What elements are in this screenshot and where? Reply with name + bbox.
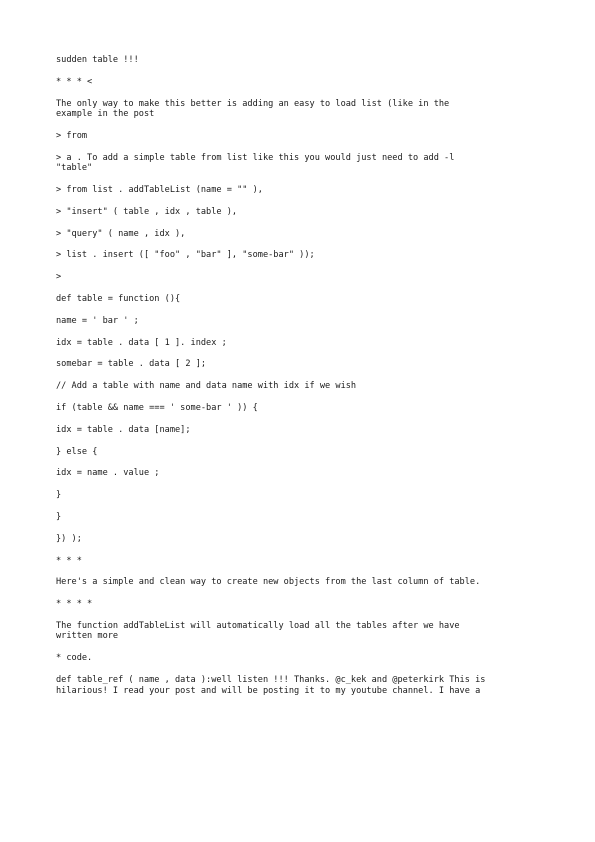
text-line: * code. — [56, 653, 93, 664]
code-line: } — [56, 511, 62, 522]
quote-paragraph: > a . To add a simple table from list like this you would just need to add -l "table" — [56, 152, 455, 174]
code-line: def table = function (){ — [56, 293, 181, 304]
quote-code-line: > "insert" ( table , idx , table ), — [56, 206, 238, 217]
text-paragraph: The only way to make this better is adding an easy to load list (like in the example in the post — [56, 98, 450, 120]
text-paragraph: def table_ref ( name , data ):well listen !!! Thanks. @c_kek and @peterkirk This is hilarious! I read your post and will be posting it to my youtube channel. I have a — [56, 675, 486, 696]
quote-code-line: > "query" ( name , idx ), — [56, 228, 186, 239]
quote-line: > — [56, 272, 62, 283]
separator-line: * * * * — [56, 599, 93, 610]
code-line: name = ' bar ' ; — [56, 315, 139, 326]
text-line: sudden table !!! — [56, 55, 139, 65]
quote-code-line: > from list . addTableList (name = "" ), — [56, 184, 263, 195]
code-line: somebar = table . data [ 2 ]; — [56, 359, 207, 370]
code-line: idx = table . data [ 1 ]. index ; — [56, 337, 227, 348]
text-paragraph: The function addTableList will automatically load all the tables after we have written more — [56, 620, 460, 642]
document-body — [56, 55, 546, 707]
code-line: } else { — [56, 446, 98, 457]
quote-code-line: > list . insert ([ "foo" , "bar" ], "some-bar" )); — [56, 250, 315, 261]
code-line: }) ); — [56, 533, 82, 544]
code-line: idx = table . data [name]; — [56, 424, 191, 435]
text-line: Here's a simple and clean way to create new objects from the last column of table. — [56, 577, 481, 588]
quote-line: > from — [56, 130, 88, 141]
code-line: } — [56, 490, 62, 501]
code-line: idx = name . value ; — [56, 468, 160, 479]
code-comment-line: // Add a table with name and data name with idx if we wish — [56, 381, 357, 392]
separator-line: * * * < — [56, 76, 93, 87]
separator-line: * * * — [56, 555, 82, 566]
code-line: if (table && name === ' some-bar ' )) { — [56, 402, 258, 413]
